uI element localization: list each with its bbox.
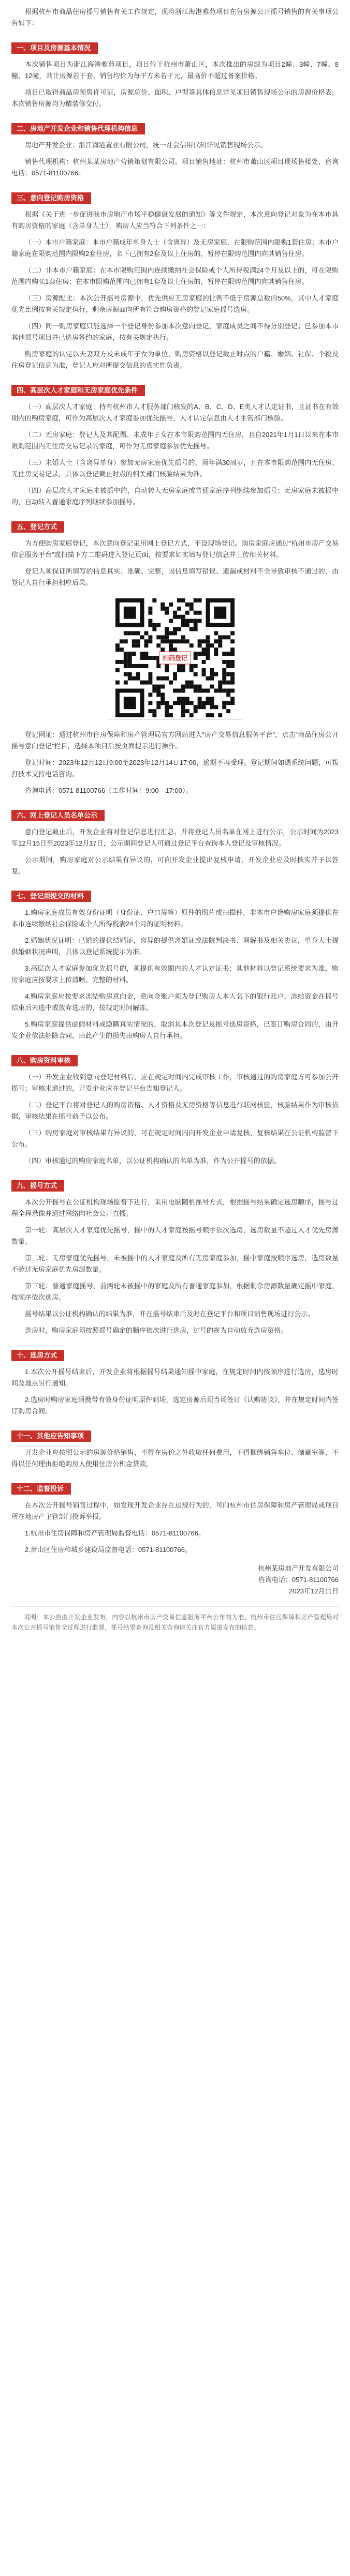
section-title: 一、项目及房源基本情况 (11, 42, 98, 54)
section-paragraph: 3.高层次人才家庭参加优先摇号的，须提供有效期内的人才认定证书；其他材料以登记系统要求为准，购房家庭应按要求上传清晰、完整的材料。 (11, 965, 339, 984)
registration-qr-code[interactable] (108, 596, 242, 720)
section-title: 十一、其他应告知事项 (11, 1430, 91, 1442)
signature-date: 2023年12月11日 (289, 1587, 339, 1595)
section-paragraph: 第三轮：普通家庭摇号，前两轮未被摇中的家庭及所有普通家庭参加，根据剩余房源数量确定摇中家庭，按顺序依次选房。 (11, 1282, 339, 1301)
section-paragraph: 登记网址：通过杭州市住房保障和房产管理局官方网站进入“房产交易信息服务平台”，点击“商品住房公开摇号意向登记”栏目，选择本项目后按页面提示进行操作。 (11, 731, 339, 750)
signature-block (11, 1563, 339, 1597)
section-paragraph: 第二轮：无房家庭优先摇号，未被摇中的人才家庭及所有无房家庭参加，摇中家庭按顺序选房，选房数量不超过无房家庭优先房源数量。 (11, 1254, 339, 1273)
section-paragraph: 开发企业应按照公示的房源价格销售，不得在房价之外收取任何费用，不得捆绑销售车位、储藏室等，不得以任何理由拒绝购房人使用住房公积金贷款。 (11, 1449, 339, 1468)
intro-paragraph: 根据杭州市商品住房摇号销售有关工作规定，现将浙江海港雅苑项目在售房源公开摇号销售的有关事项公告如下： (11, 8, 339, 27)
section-paragraph: （一）本市户籍家庭：本市户籍成年单身人士（含离异）及无房家庭，在限购范围内限购1套住房；本市户籍家庭在限购范围内限购2套住房，名下已拥有2套及以上住房的，暂停在限购范围内向其销售住房。 (11, 238, 339, 258)
section-paragraph: 摇号结果以公证机构确认的结果为准，并在摇号结束后及时在登记平台和项目销售现场进行公示。 (25, 1310, 315, 1318)
section-paragraph: 根据《关于进一步促进我市房地产市场平稳健康发展的通知》等文件规定，本次意向登记对象为在本市具有购房资格的家庭（含单身人士），购房人应当符合下列条件之一： (11, 210, 339, 230)
section-paragraph: 意向登记截止后，开发企业将对登记信息进行汇总，并将登记人员名单在网上进行公示，公示时间为2023年12月15日至2023年12月17日，公示期间登记人可通过登记平台查询本人登记及审核情况。 (11, 828, 339, 847)
section-paragraph: 2.萧山区住房和城乡建设局监督电话：0571-81100766。 (25, 1546, 192, 1554)
sections-container (11, 34, 339, 1556)
qr-caption: 扫码登记 (159, 652, 191, 665)
section-paragraph: （四）同一购房家庭只能选择一个登记身份参加本次意向登记，家庭成员之间不得分别登记；已参加本市其他摇号项目并已选房签约的家庭，按有关规定执行。 (11, 322, 339, 341)
section-paragraph: 登记时间：2023年12月12日9:00至2023年12月14日17:00，逾期不再受理。登记期间如遇系统问题，可拨打技术支持电话咨询。 (11, 759, 339, 778)
section-paragraph: （四）高层次人才家庭未被摇中的，自动转入无房家庭或普通家庭序列继续参加摇号；无房家庭未被摇中的，自动转入普通家庭序列继续参加摇号。 (11, 487, 339, 506)
section-paragraph: 销售代理机构：杭州某某房地产营销策划有限公司。项目销售地址：杭州市萧山区项目现场售楼处，咨询电话：0571-81100766。 (11, 158, 339, 177)
section-paragraph: （一）开发企业收到意向登记材料后，应在规定时间内完成审核工作，审核通过的购房家庭方可参加公开摇号；审核未通过的，开发企业应在登记平台告知登记人。 (11, 1073, 339, 1092)
section-paragraph: 选房时，购房家庭须按照摇号确定的顺序依次进行选房，过号的视为自动放弃选房资格。 (25, 1327, 288, 1334)
section-title: 二、房地产开发企业和销售代理机构信息 (11, 123, 145, 134)
signature-org: 杭州某房地产开发有限公司 (257, 1564, 339, 1572)
section-paragraph: 1.杭州市住房保障和房产管理局监督电话：0571-81100766。 (25, 1529, 205, 1537)
section-paragraph: （一）高层次人才家庭：持有杭州市人才服务部门核发的A、B、C、D、E类人才认定证书，且证书在有效期内的购房家庭，可作为高层次人才家庭参加优先摇号，人才认定信息由人才主管部门核验。 (11, 403, 339, 422)
section-title: 七、登记须提交的材料 (11, 891, 91, 902)
section-title: 九、摇号方式 (11, 1180, 64, 1192)
section-paragraph: 第一轮：高层次人才家庭优先摇号，摇中的人才家庭按摇号顺序依次选房，选房数量不超过人才优先房源数量。 (11, 1226, 339, 1245)
section-title: 八、购房资料审核 (11, 1055, 78, 1066)
section-paragraph: 5.购房家庭提供虚假材料或隐瞒真实情况的，取消其本次登记及摇号选房资格，已签订购房合同的，由开发企业依法解除合同，由此产生的损失由购房人自行承担。 (11, 1020, 339, 1040)
section-title: 十二、监督投诉 (11, 1483, 71, 1495)
section-title: 三、意向登记购房资格 (11, 192, 91, 204)
section-paragraph: （二）登记平台将对登记人的购房资格、人才资格及无房资格等信息进行联网核验，核验结果作为审核依据，审核结果在摇号前予以公布。 (11, 1101, 339, 1120)
section-paragraph: 2.婚姻状况证明：已婚的提供结婚证，离异的提供离婚证或法院判决书、调解书及相关协议，单身人士提供婚姻状况声明，具体以登记系统提示为准。 (11, 937, 339, 956)
section-paragraph: 公示期间，购房家庭对公示结果有异议的，可向开发企业提出复核申请，开发企业应及时核实并予以答复。 (11, 856, 339, 875)
section-paragraph: 房地产开发企业：浙江海港置业有限公司，统一社会信用代码详见销售现场公示。 (25, 141, 268, 149)
section-paragraph: 项目已取得商品房预售许可证，房源总价、面积、户型等具体信息详见项目销售现场公示的房源价格表，本次销售房源均为精装修交付。 (11, 88, 339, 108)
section-paragraph: （二）无房家庭：登记人及其配偶、未成年子女在本市限购范围内无住房，且自2021年1月1日以来在本市限购范围内无住房交易记录的家庭，可作为无房家庭参加优先摇号。 (11, 431, 339, 450)
section-paragraph: （三）购房家庭对审核结果有异议的，可在规定时间内向开发企业申请复核，复核结果在公证机构监督下公布。 (11, 1129, 339, 1148)
section-paragraph: 本次公开摇号在公证机构现场监督下进行，采用电脑随机摇号方式，根据摇号结果确定选房顺序，摇号过程全程录像并通过网络向社会公开直播。 (11, 1198, 339, 1217)
section-title: 十、选房方式 (11, 1350, 64, 1361)
section-paragraph: 4.购房家庭应按要求冻结购房意向金，意向金账户须为登记购房人本人名下的银行账户，冻结资金在摇号结束后未选中或放弃选房的，按规定时间解冻。 (11, 992, 339, 1012)
section-paragraph: 登记人须保证所填写的信息真实、准确、完整，因信息填写错误、遗漏或材料不全导致审核不通过的，由登记人自行承担相应后果。 (11, 567, 339, 586)
section-paragraph: 本次销售项目为浙江海港雅苑项目，项目位于杭州市萧山区，本次推出的房源为项目2幢、3幢、7幢、8幢、12幢，共计房源若干套，销售均价为每平方米若干元，最高价不超过备案价格。 (11, 61, 339, 80)
signature-contact: 咨询电话：0571-81100766 (258, 1576, 339, 1584)
section-paragraph: 为方便购房家庭登记，本次意向登记采用网上登记方式，不设现场登记。购房家庭应通过“杭州市房产交易信息服务平台”或扫描下方二维码进入登记页面，按要求如实填写登记信息并上传相关材料。 (11, 539, 339, 559)
section-title: 六、网上登记人员名单公示 (11, 810, 105, 821)
section-paragraph: （三）房源配比：本次公开摇号房源中，优先供应无房家庭的比例不低于房源总数的50%，其中人才家庭优先比例按有关规定执行，剩余房源面向所有符合购房资格的登记家庭摇号选房。 (11, 294, 339, 313)
section-title: 四、高层次人才家庭和无房家庭优先条件 (11, 385, 145, 396)
section-paragraph: 2.选房时购房家庭须携带有效身份证明原件到场，选定房源后须当场签订《认购协议》，并在规定时间内签订购房合同。 (11, 1396, 339, 1415)
section-paragraph: 咨询电话：0571-81100766（工作时间：9:00—17:00）。 (25, 787, 193, 794)
section-paragraph: （二）非本市户籍家庭：在本市限购范围内连续缴纳社会保险或个人所得税满24个月及以上的，可在限购范围内购买1套住房；在本市限购范围内已拥有1套及以上住房的，暂停在限购范围内向其销售住房。 (11, 266, 339, 285)
section-paragraph: 1.购房家庭成员有效身份证明（身份证、户口簿等）原件的照片或扫描件，非本市户籍购房家庭须提供在本市连续缴纳社会保险或个人所得税满24个月的证明材料。 (11, 909, 339, 928)
section-paragraph: 购房家庭的认定以夫妻双方及未成年子女为单位，购房资格以登记截止时点的户籍、婚姻、社保、个税及住房登记信息为准，登记人应对所提交信息的真实性负责。 (11, 350, 339, 369)
section-paragraph: 1.本次公开摇号结束后，开发企业将根据摇号结果通知摇中家庭，在规定时间内按顺序进行选房，选房时间及地点另行通知。 (11, 1368, 339, 1387)
footer-note: 说明：本公告由开发企业发布，内容以杭州市房产交易信息服务平台公布的为准。杭州市住房保障和房产管理局对本次公开摇号销售全过程进行监督，摇号结果查询及相关咨询请关注官方渠道发布的信息。 (11, 1606, 339, 1633)
section-paragraph: （三）未婚人士（含离异单身）参加无房家庭优先摇号的，须年满30周岁，且在本市限购范围内无住房、无住房交易记录，具体以登记截止时点的相关部门核验结果为准。 (11, 459, 339, 478)
section-paragraph: （四）审核通过的购房家庭名单，以公证机构确认的名单为准，作为公开摇号的依据。 (25, 1157, 281, 1165)
section-paragraph: 在本次公开摇号销售过程中，如发现开发企业存在违规行为的，可向杭州市住房保障和房产管理局或项目所在地房产主管部门投诉举报。 (11, 1501, 339, 1520)
section-title: 五、登记方式 (11, 521, 64, 533)
